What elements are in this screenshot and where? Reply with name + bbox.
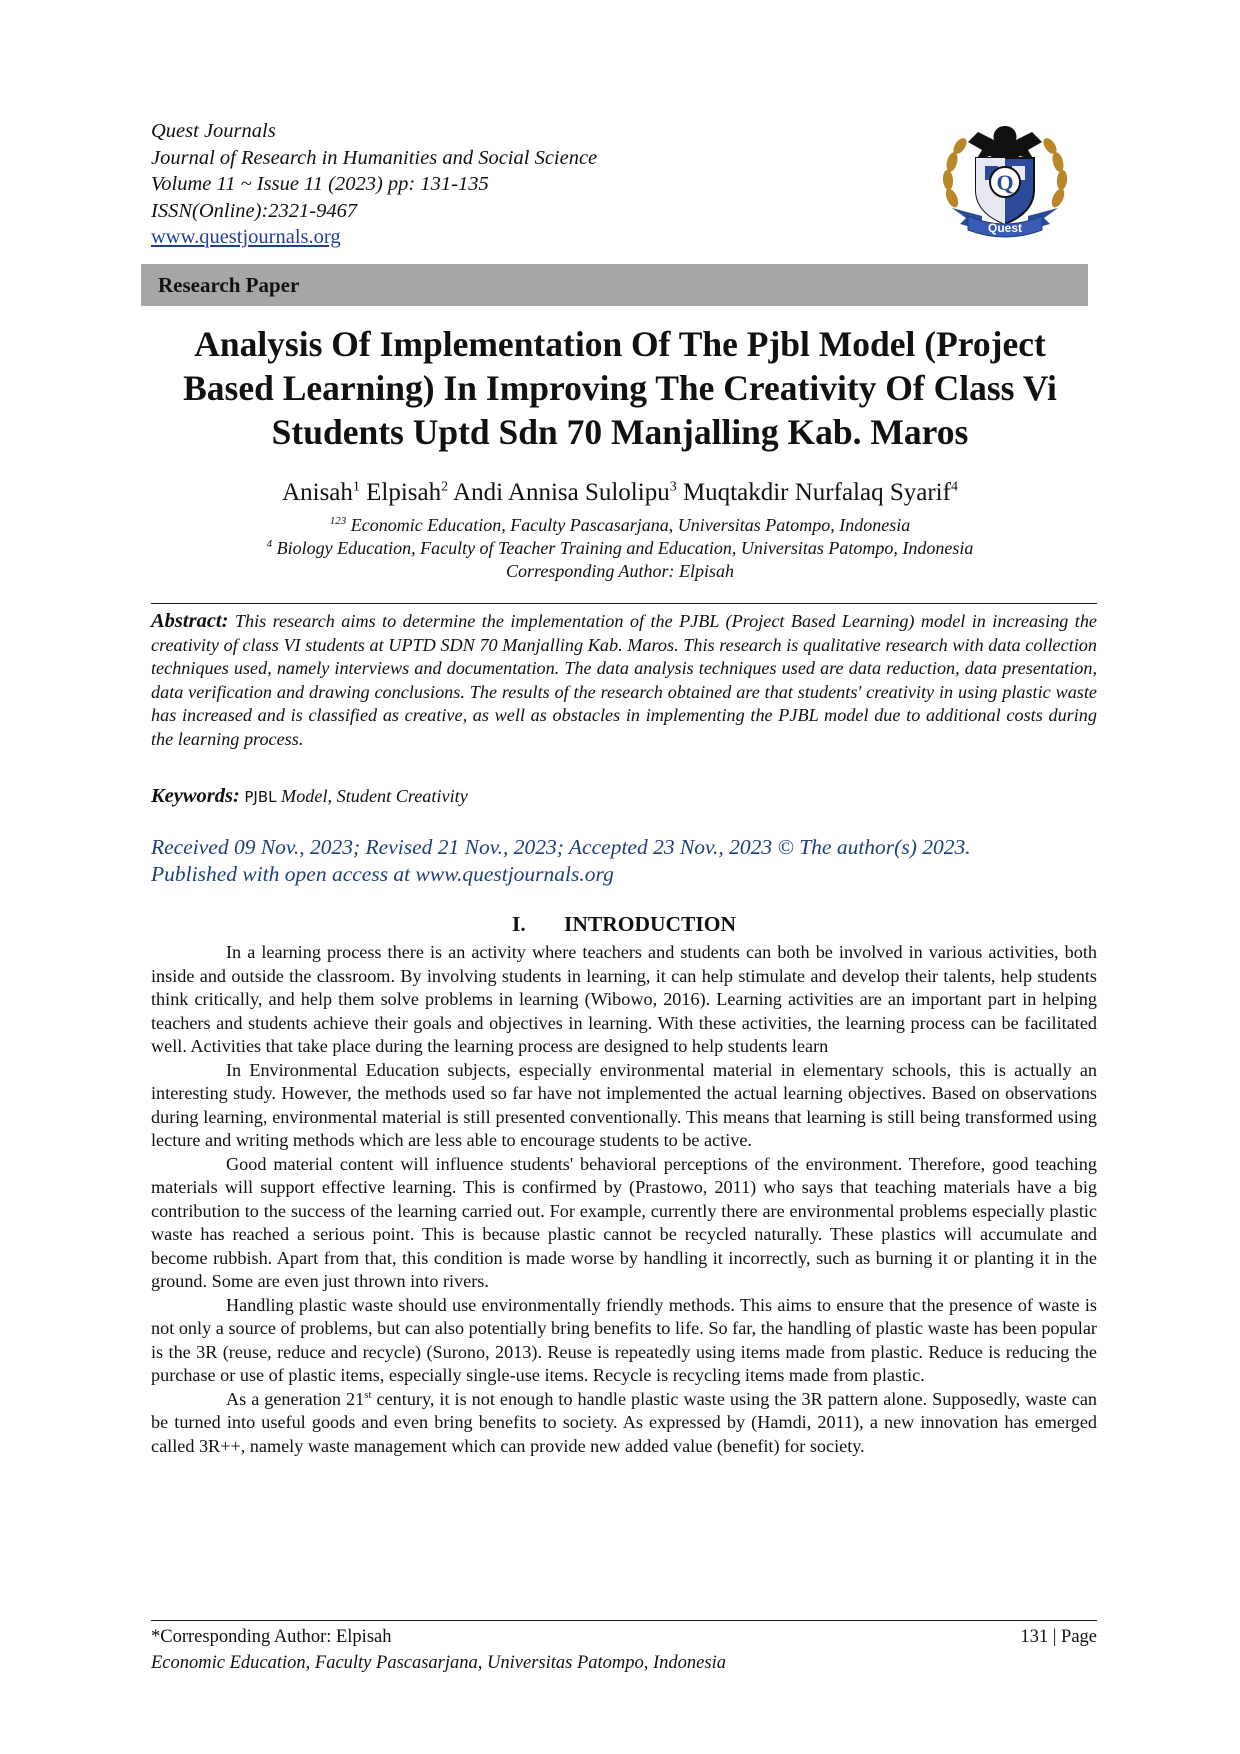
paper-type-label: Research Paper	[158, 273, 300, 297]
logo-ribbon-text: Quest	[987, 221, 1023, 235]
journal-issn: ISSN(Online):2321-9467	[151, 199, 358, 222]
section-title: INTRODUCTION	[563, 912, 737, 936]
paragraph: Handling plastic waste should use environmentally friendly methods. This aims to ensure that the presence of waste is not only a source of problems, but can also potentially bring benefits to life. So far, the handling of plastic waste has been popular is the 3R (reuse, reduce and recycle) (Surono, 2013). Reuse is repeatedly using items made from plastic. Reduce is reducing the purchase or use of plastic items, especially single-use items. Recycle is recycling items made from plastic.	[151, 1294, 1097, 1385]
divider	[151, 603, 1097, 604]
author-sup: 3	[669, 479, 677, 495]
paragraph: In a learning process there is an activity where teachers and students can both be involved in various activities, both inside and outside the classroom. By involving students in learning, it can help stimulate and develop their talents, help students think critically, and help them solve problems in learning (Wibowo, 2016). Learning activities are an important part in helping teachers and students achieve their goals and objectives in learning. With these activities, the learning process can be facilitated well. Activities that take place during the learning process are designed to help students learn	[151, 942, 1097, 1056]
quest-logo	[938, 120, 1072, 238]
author-list	[140, 478, 1100, 508]
received-line: Published with open access at www.questjournals.org	[151, 862, 614, 886]
paragraph: Good material content will influence students' behavioral perceptions of the environment. Therefore, good teaching materials will support effective learning. This is confirmed by (Prastowo, 2011) who says that teaching materials have a big contribution to the success of the learning carried out. For example, currently there are environmental problems especially plastic waste has reached a serious point. This is because plastic cannot be recycled naturally. These plastics will accumulate and become rubbish. Apart from that, this condition is made worse by handling it incorrectly, such as burning it or planting it in the ground. Some are even just thrown into rivers.	[151, 1153, 1097, 1291]
affiliation-text: Economic Education, Faculty Pascasarjana, Universitas Patompo, Indonesia	[350, 515, 911, 535]
journal-title: Journal of Research in Humanities and Social Science	[151, 146, 598, 169]
keywords-label: Keywords:	[151, 785, 240, 807]
svg-text:Q: Q	[996, 170, 1014, 195]
affiliation-text: Biology Education, Faculty of Teacher Training and Education, Universitas Patompo, Indonesia	[276, 538, 974, 558]
author-sup: 1	[352, 479, 360, 495]
title-line: Analysis Of Implementation Of The Pjbl Model (Project	[194, 324, 1046, 364]
affiliation-sup: 123	[329, 515, 347, 527]
abstract	[151, 610, 1097, 751]
section-number: I.	[511, 912, 526, 936]
affiliation-sup: 4	[266, 538, 273, 550]
author-sup: 4	[950, 479, 958, 495]
section-heading	[151, 912, 1097, 937]
footer-corresponding: *Corresponding Author: Elpisah	[151, 1627, 392, 1647]
author-name: Muqtakdir Nurfalaq Syarif	[682, 479, 951, 506]
corresponding-author: Corresponding Author: Elpisah	[505, 561, 734, 581]
affiliation	[140, 514, 1100, 536]
journal-name: Quest Journals	[151, 120, 276, 142]
paragraph: In Environmental Education subjects, especially environmental material in elementary schools, this is actually an interesting study. However, the methods used so far have not implemented the actual learning objectives. Based on observations during learning, environmental material is still presented conventionally. This means that learning is still being transformed using lecture and writing methods which are less able to encourage students to be active.	[151, 1059, 1097, 1150]
journal-website-link[interactable]: www.questjournals.org	[151, 226, 341, 248]
abstract-label: Abstract:	[151, 610, 229, 632]
abstract-text: This research aims to determine the implementation of the PJBL (Project Based Learning) model in increasing the creativity of class VI students at UPTD SDN 70 Manjalling Kab. Maros. This research is qualitative research with data collection techniques used, namely interviews and documentation. The data analysis techniques used are data reduction, data presentation, data verification and drawing conclusions. The results of the research obtained are that students' creativity in using plastic waste has increased and is classified as creative, as well as obstacles in implementing the PJBL model due to additional costs during the learning process.	[151, 611, 1097, 749]
body-text	[151, 941, 1097, 1458]
page-number: 131 | Page	[1020, 1627, 1097, 1647]
keywords	[151, 784, 1097, 809]
title-line: Students Uptd Sdn 70 Manjalling Kab. Maros	[271, 412, 969, 452]
footer-affiliation: Economic Education, Faculty Pascasarjana, Universitas Patompo, Indonesia	[151, 1653, 726, 1673]
footer	[151, 1625, 1097, 1649]
author-name: Elpisah	[366, 479, 442, 506]
paper-type-bar	[141, 264, 1088, 306]
author-name: Anisah	[282, 479, 353, 506]
journal-volume: Volume 11 ~ Issue 11 (2023) pp: 131-135	[151, 173, 489, 195]
footer-divider	[151, 1620, 1097, 1621]
affiliation	[140, 537, 1100, 559]
keyword-first: PJBL	[244, 788, 277, 806]
paper-title	[140, 322, 1100, 454]
journal-header	[151, 118, 597, 251]
received-info	[151, 834, 1097, 888]
title-line: Based Learning) In Improving The Creativity Of Class Vi	[183, 368, 1057, 408]
keywords-rest: Model, Student Creativity	[281, 786, 468, 806]
author-sup: 2	[441, 479, 449, 495]
received-line: Received 09 Nov., 2023; Revised 21 Nov., 2023; Accepted 23 Nov., 2023 © The author(s) 2023.	[151, 835, 971, 859]
paragraph: As a generation 21st century, it is not enough to handle plastic waste using the 3R pattern alone. Supposedly, waste can be turned into useful goods and even bring benefits to society. As expressed by (Hamdi, 2011), a new innovation has emerged called 3R++, namely waste management which can provide new added value (benefit) for society.	[151, 1388, 1097, 1456]
author-name: Andi Annisa Sulolipu	[453, 479, 670, 506]
